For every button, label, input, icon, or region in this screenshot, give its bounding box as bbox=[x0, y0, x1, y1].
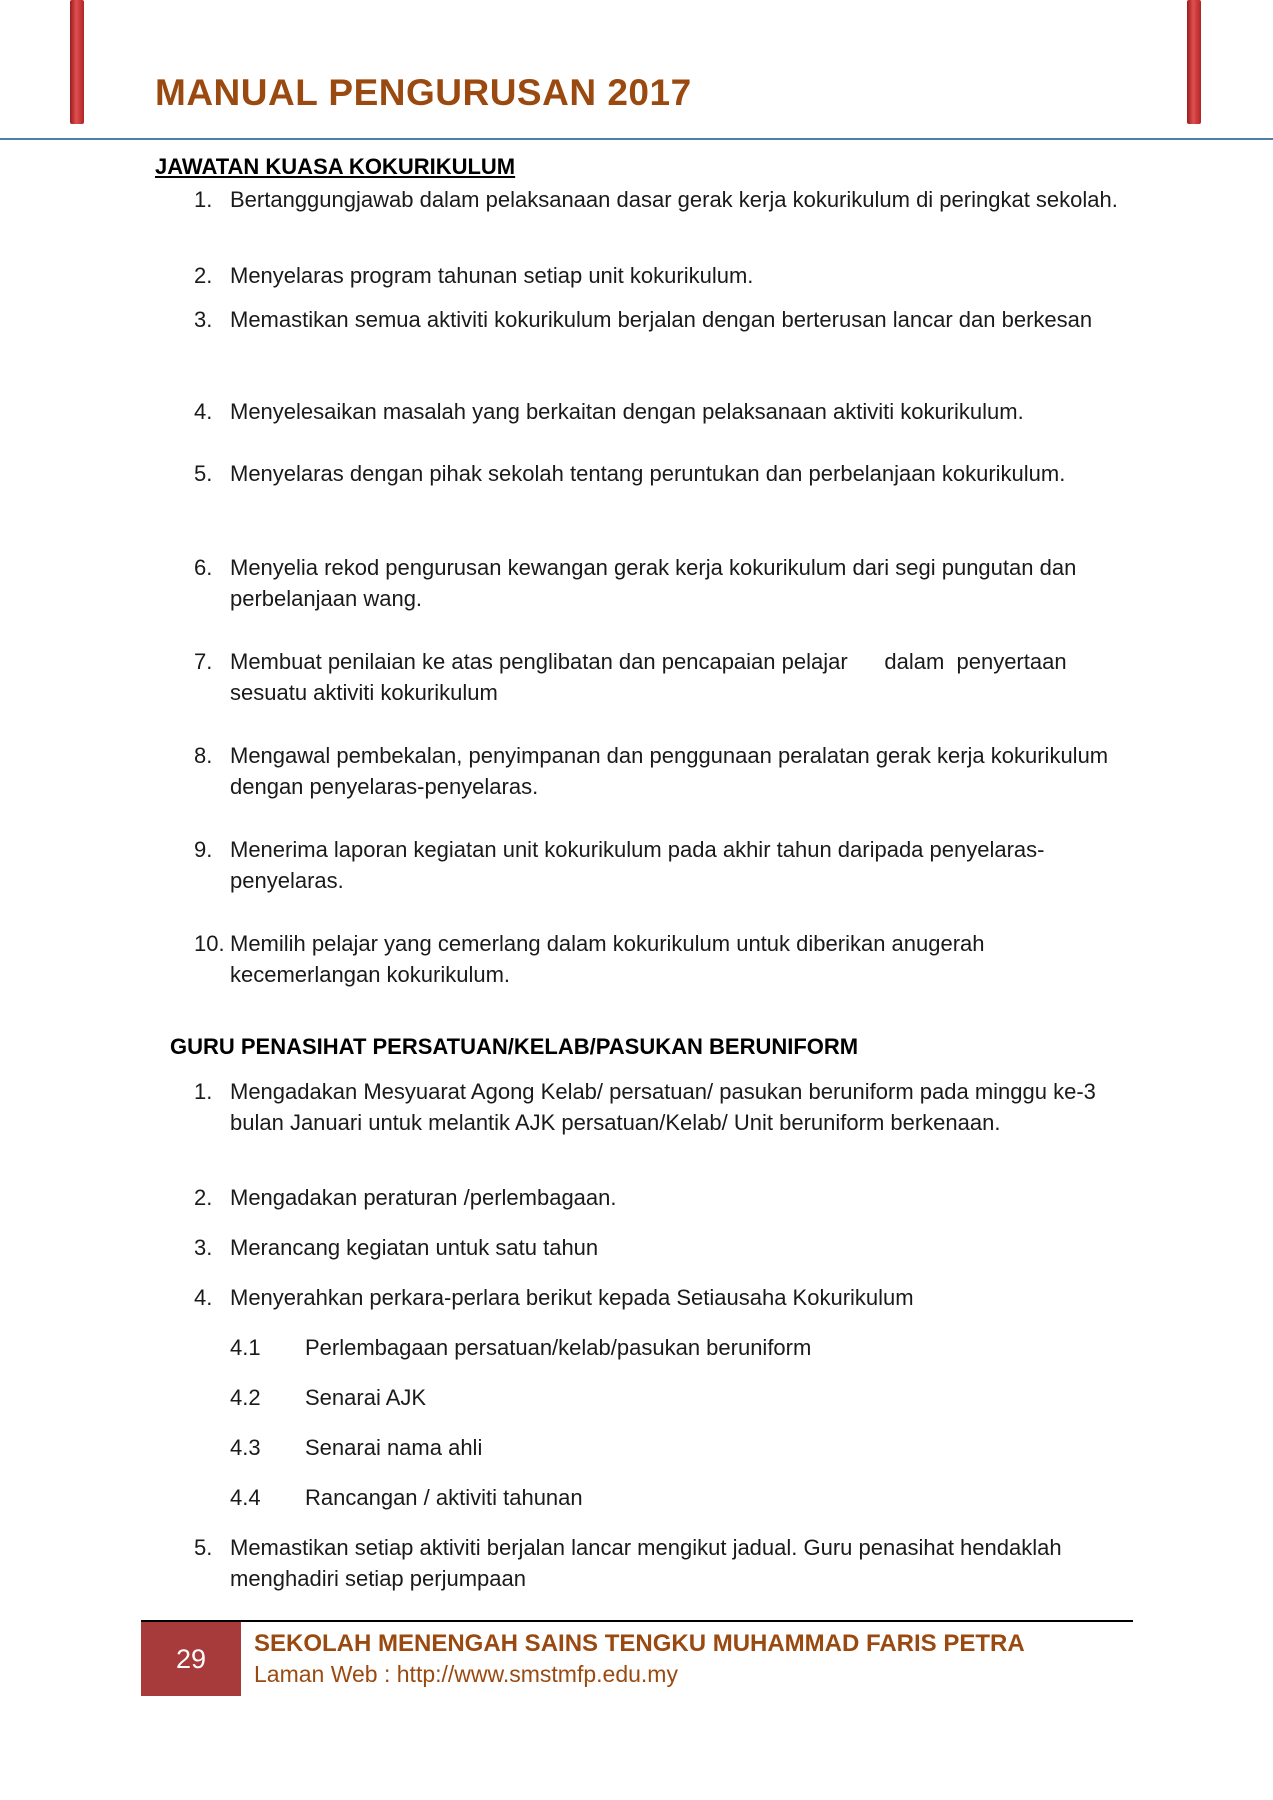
sub-list-item bbox=[230, 1432, 482, 1463]
list-item bbox=[150, 458, 1130, 489]
item-text: Memastikan setiap aktiviti berjalan lancar mengikut jadual. Guru penasihat hendaklah menghadiri setiap perjumpaan bbox=[230, 1535, 1062, 1591]
item-text: Memastikan semua aktiviti kokurikulum berjalan dengan berterusan lancar dan berkesan bbox=[230, 307, 1093, 332]
item-number: 2. bbox=[194, 1185, 213, 1210]
item-text: Mengawal pembekalan, penyimpanan dan penggunaan peralatan gerak kerja kokurikulum dengan penyelaras-penyelaras. bbox=[230, 743, 1109, 799]
item-number: 4. bbox=[194, 399, 213, 424]
header-left-bar bbox=[70, 0, 84, 124]
list-item bbox=[150, 646, 1130, 708]
item-number: 10. bbox=[194, 931, 225, 956]
list-item bbox=[150, 184, 1130, 215]
subitem-number: 4.4 bbox=[230, 1485, 261, 1510]
item-number: 6. bbox=[194, 555, 213, 580]
sub-list-item bbox=[230, 1332, 811, 1363]
item-text: Membuat penilaian ke atas penglibatan dan pencapaian pelajar dalam penyertaan sesuatu aktiviti kokurikulum bbox=[230, 649, 1073, 705]
list-item bbox=[150, 1232, 1130, 1263]
section-title-jawatan-kuasa: JAWATAN KUASA KOKURIKULUM bbox=[155, 154, 516, 179]
list-item bbox=[150, 928, 1130, 990]
item-text: Merancang kegiatan untuk satu tahun bbox=[230, 1235, 599, 1260]
item-number: 8. bbox=[194, 743, 213, 768]
item-text: Menerima laporan kegiatan unit kokurikulum pada akhir tahun daripada penyelaras-penyelaras. bbox=[230, 837, 1045, 893]
item-number: 1. bbox=[194, 1079, 213, 1104]
subitem-number: 4.1 bbox=[230, 1335, 261, 1360]
header-divider bbox=[0, 138, 1273, 140]
page-number: 29 bbox=[141, 1622, 241, 1696]
list-item bbox=[150, 552, 1130, 614]
list-item bbox=[150, 1532, 1130, 1594]
section-title-guru-penasihat: GURU PENASIHAT PERSATUAN/KELAB/PASUKAN BERUNIFORM bbox=[170, 1034, 859, 1059]
item-text: Bertanggungjawab dalam pelaksanaan dasar gerak kerja kokurikulum di peringkat sekolah. bbox=[230, 187, 1118, 212]
list-item bbox=[150, 834, 1130, 896]
list-item bbox=[150, 1282, 1130, 1313]
footer-school-name: SEKOLAH MENENGAH SAINS TENGKU MUHAMMAD FARIS PETRA bbox=[254, 1630, 1025, 1657]
list-item bbox=[150, 304, 1130, 335]
subitem-number: 4.3 bbox=[230, 1435, 261, 1460]
subitem-number: 4.2 bbox=[230, 1385, 261, 1410]
item-number: 2. bbox=[194, 263, 213, 288]
item-text: Mengadakan peraturan /perlembagaan. bbox=[230, 1185, 617, 1210]
sub-list-item bbox=[230, 1482, 583, 1513]
footer-divider bbox=[141, 1620, 1133, 1622]
subitem-text: Senarai nama ahli bbox=[305, 1435, 483, 1460]
item-number: 3. bbox=[194, 307, 213, 332]
item-number: 7. bbox=[194, 649, 213, 674]
item-number: 4. bbox=[194, 1285, 213, 1310]
list-item bbox=[150, 260, 1130, 291]
page-title: MANUAL PENGURUSAN 2017 bbox=[155, 72, 692, 113]
subitem-text: Perlembagaan persatuan/kelab/pasukan beruniform bbox=[305, 1335, 812, 1360]
item-text: Menyelaras dengan pihak sekolah tentang peruntukan dan perbelanjaan kokurikulum. bbox=[230, 461, 1066, 486]
item-number: 5. bbox=[194, 1535, 213, 1560]
item-text: Menyerahkan perkara-perlara berikut kepada Setiausaha Kokurikulum bbox=[230, 1285, 914, 1310]
item-text: Menyelaras program tahunan setiap unit kokurikulum. bbox=[230, 263, 754, 288]
list-item bbox=[150, 740, 1130, 802]
list-item bbox=[150, 396, 1130, 427]
subitem-text: Rancangan / aktiviti tahunan bbox=[305, 1485, 583, 1510]
item-number: 1. bbox=[194, 187, 213, 212]
sub-list-item bbox=[230, 1382, 426, 1413]
item-text: Menyelia rekod pengurusan kewangan gerak kerja kokurikulum dari segi pungutan dan perbelanjaan wang. bbox=[230, 555, 1077, 611]
subitem-text: Senarai AJK bbox=[305, 1385, 427, 1410]
list-item bbox=[150, 1076, 1130, 1138]
item-number: 5. bbox=[194, 461, 213, 486]
item-text: Menyelesaikan masalah yang berkaitan dengan pelaksanaan aktiviti kokurikulum. bbox=[230, 399, 1024, 424]
item-number: 3. bbox=[194, 1235, 213, 1260]
footer-website: Laman Web : http://www.smstmfp.edu.my bbox=[254, 1661, 678, 1687]
list-item bbox=[150, 1182, 1130, 1213]
item-number: 9. bbox=[194, 837, 213, 862]
item-text: Memilih pelajar yang cemerlang dalam kokurikulum untuk diberikan anugerah kecemerlangan kokurikulum. bbox=[230, 931, 985, 987]
item-text: Mengadakan Mesyuarat Agong Kelab/ persatuan/ pasukan beruniform pada minggu ke-3 bulan Januari untuk melantik AJK persatuan/Kelab/ Unit beruniform berkenaan. bbox=[230, 1079, 1127, 1135]
header-right-bar bbox=[1187, 0, 1201, 124]
